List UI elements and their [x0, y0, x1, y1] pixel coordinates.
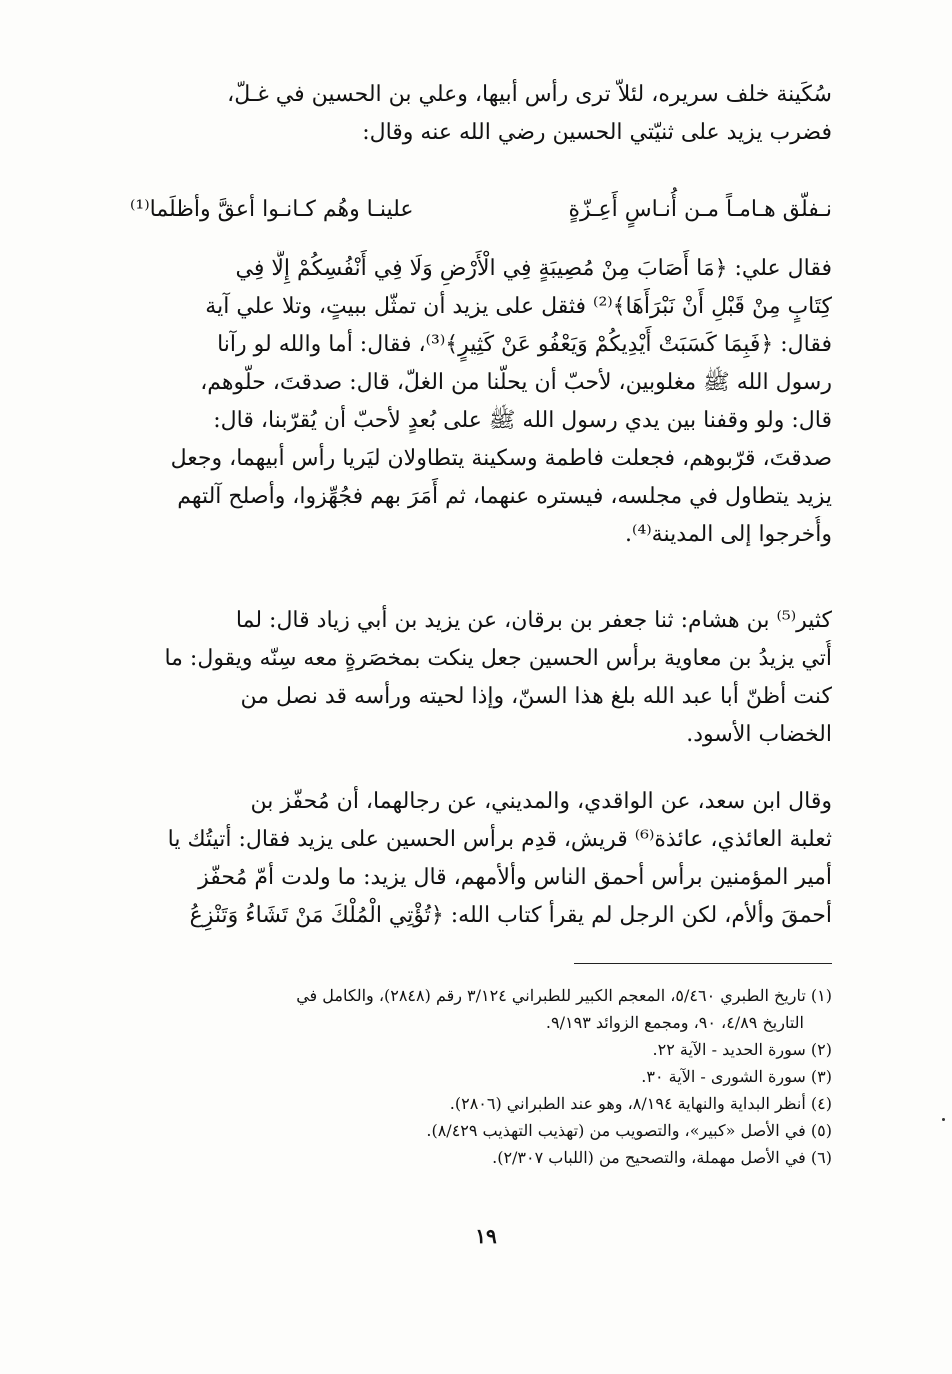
margin-mark — [942, 1118, 945, 1121]
paragraph-4 — [130, 783, 832, 935]
page-number: ١٩ — [475, 1224, 497, 1248]
text-line: فضرب يزيد على ثنيّتي الحسين رضي الله عنه وقال: — [362, 120, 832, 145]
text-line: فقال: ﴿فَبِمَا كَسَبَتْ أَيْدِيكُمْ وَيَعْفُو عَنْ كَثِيرٍ﴾⁽³⁾، فقال: أما والله لو رآنا — [217, 332, 832, 357]
text-line: أمير المؤمنين برأس أحمق الناس وألأمهم، قال يزيد: ما ولدت أمّ مُحفّز — [198, 865, 832, 890]
footnote-2: (٢) سورة الحديد - الآية ٢٢. — [652, 1040, 832, 1059]
text-line: وأُخرجوا إلى المدينة⁽⁴⁾. — [625, 522, 832, 547]
footnotes — [130, 982, 832, 1171]
text-line: الخضاب الأسود. — [686, 722, 832, 747]
text-line: كثير⁽⁵⁾ بن هشام: ثنا جعفر بن برقان، عن يزيد بن أبي زياد قال: لما — [235, 608, 832, 633]
verse-first-hemistich: نـفلّق هـامـاً مـن أُنـاسٍ أَعِـزّةٍ — [568, 197, 832, 222]
text-line: صدقتَ، قرّبوهم، فجعلت فاطمة وسكينة يتطاولان ليَريا رأس أبيهما، وجعل — [170, 446, 832, 471]
text-line: أُتي يزيدُ بن معاوية برأس الحسين جعل ينكت بمخصَرةٍ معه سِنّه ويقول: ما — [164, 646, 832, 671]
text-line: فقال علي: ﴿مَا أَصَابَ مِنْ مُصِيبَةٍ فِي الْأَرْضِ وَلَا فِي أَنْفُسِكُمْ إِلَّا فِي — [235, 256, 832, 281]
text-line: كِتَابٍ مِنْ قَبْلِ أَنْ نَبْرَأَهَا﴾⁽²⁾ فثقل على يزيد أن تمثّل ببيتٍ، وتلا علي آية — [205, 294, 832, 319]
text-line: ثعلبة العائذي، عائذة⁽⁶⁾ قريش، قدِم برأس الحسين على يزيد فقال: أتيتُك يا — [167, 827, 832, 852]
paragraph-2 — [130, 250, 832, 554]
footnote-1: (١) تاريخ الطبري ٥/٤٦٠، المعجم الكبير للطبراني ٣/١٢٤ رقم (٢٨٤٨)، والكامل في — [296, 986, 832, 1005]
text-line: وقال ابن سعد، عن الواقدي، والمديني، عن رجالهما، أن مُحفّز بن — [250, 789, 832, 814]
text-line: سُكَينة خلف سريره، لئلاّ ترى رأس أبيها، وعلي بن الحسين في غـلّ، — [227, 82, 832, 107]
footnote-5: (٥) في الأصل «كبير»، والتصويب من (تهذيب التهذيب ٨/٤٢٩). — [426, 1121, 832, 1140]
footnote-6: (٦) في الأصل مهملة، والتصحيح من (اللباب ٢/٣٠٧). — [492, 1148, 832, 1167]
verse-second-hemistich: علينـا وهُم كـانـوا أعقَّ وأظلَما⁽¹⁾ — [130, 197, 414, 222]
footnote-4: (٤) أنظر البداية والنهاية ٨/١٩٤، وهو عند الطبراني (٢٨٠٦). — [449, 1094, 832, 1113]
text-line: رسول الله ﷺ مغلوبين، لأحبّ أن يحلّنا من الغلّ، قال: صدقتَ، حلّوهم، — [200, 370, 832, 395]
footnote-separator — [574, 963, 832, 964]
paragraph-3 — [130, 602, 832, 754]
footnote-3: (٣) سورة الشورى - الآية ٣٠. — [641, 1067, 832, 1086]
footnote-1-continuation: التاريخ ٤/٨٩، ٩٠، ومجمع الزوائد ٩/١٩٣. — [545, 1013, 804, 1032]
text-line: قال: ولو وقفنا بين يدي رسول الله ﷺ على بُعدٍ لأحبّ أن يُقرّبنا، قال: — [213, 408, 832, 433]
text-line: أحمقَ وألأم، لكن الرجل لم يقرأ كتاب الله: ﴿تُؤْتِي الْمُلْكَ مَنْ تَشَاءُ وَتَنْزِعُ — [189, 903, 832, 928]
paragraph-1 — [130, 76, 832, 152]
text-line: كنت أظنّ أبا عبد الله بلغ هذا السنّ، وإذا لحيته ورأسه قد نصل من — [240, 684, 832, 709]
text-line: يزيد يتطاول في مجلسه، فيستره عنهما، ثم أَمَرَ بهم فجُهِّزوا، وأصلح آلتهم — [177, 484, 832, 509]
poetry-verse — [130, 190, 832, 230]
